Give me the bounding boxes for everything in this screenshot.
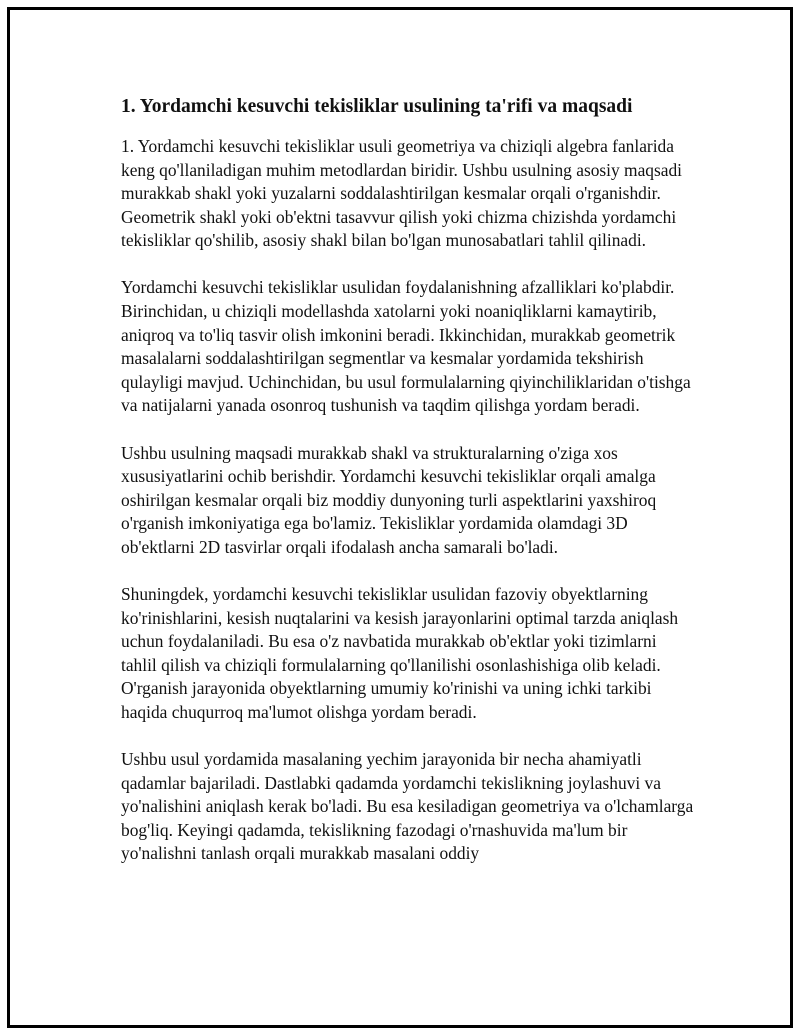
paragraph: 1. Yordamchi kesuvchi tekisliklar usuli geometriya va chiziqli algebra fanlarida keng qo'llaniladigan muhim metodlardan biridir. Ushbu usulning asosiy maqsadi murakkab shakl yoki yuzalarni soddalashtirilgan kesmalar orqali o'rganishdir. Geometrik shakl yoki ob'ektni tasavvur qilish yoki chizma chizishda yordamchi tekisliklar qo'shilib, asosiy shakl bilan bo'lgan munosabatlari tahlil qilinadi. bbox=[121, 136, 683, 251]
paragraph: Shuningdek, yordamchi kesuvchi tekisliklar usulidan fazoviy obyektlarning ko'rinishlarini, kesish nuqtalarini va kesish jarayonlarini optimal tarzda aniqlash uchun foydalaniladi. Bu esa o'z navbatida murakkab ob'ektlar yoki tizimlarni tahlil qilish va chiziqli formulalarning qo'llanilishi osonlashishiga olib keladi. O'rganish jarayonida obyektlarning umumiy ko'rinishi va uning ichki tarkibi haqida chuqurroq ma'lumot olishga yordam beradi. bbox=[121, 584, 679, 722]
document-page bbox=[7, 7, 793, 1028]
document-body bbox=[121, 93, 696, 890]
paragraph: Ushbu usul yordamida masalaning yechim jarayonida bir necha ahamiyatli qadamlar bajariladi. Dastlabki qadamda yordamchi tekislikning joylashuvi va yo'nalishini aniqlash kerak bo'ladi. Bu esa kesiladigan geometriya va o'lchamlarga bog'liq. Keyingi qadamda, tekislikning fazodagi o'rnashuvida ma'lum bir yo'nalishni tanlash orqali murakkab masalani oddiy bbox=[121, 749, 694, 864]
paragraph: Ushbu usulning maqsadi murakkab shakl va strukturalarning o'ziga xos xususiyatlarini ochib berishdir. Yordamchi kesuvchi tekisliklar orqali amalga oshirilgan kesmalar orqali biz moddiy dunyoning turli aspektlarini yaxshiroq o'rganish imkoniyatiga ega bo'lamiz. Tekisliklar yordamida olamdagi 3D ob'ektlarni 2D tasvirlar orqali ifodalash ancha samarali bo'ladi. bbox=[121, 442, 657, 557]
paragraph: Yordamchi kesuvchi tekisliklar usulidan foydalanishning afzalliklari ko'plabdir. Birinchidan, u chiziqli modellashda xatolarni yoki noaniqliklarni kamaytirib, aniqroq va to'liq tasvir olish imkonini beradi. Ikkinchidan, murakkab geometrik masalalarni soddalashtirilgan segmentlar va kesmalar yordamida tekshirish qulayligi mavjud. Uchinchidan, bu usul formulalarning qiyinchiliklaridan o'tishga va natijalarni yanada osonroq tushunish va taqdim qilishga yordam beradi. bbox=[121, 277, 691, 416]
section-heading: 1. Yordamchi kesuvchi tekisliklar usulining ta'rifi va maqsadi bbox=[121, 96, 633, 117]
